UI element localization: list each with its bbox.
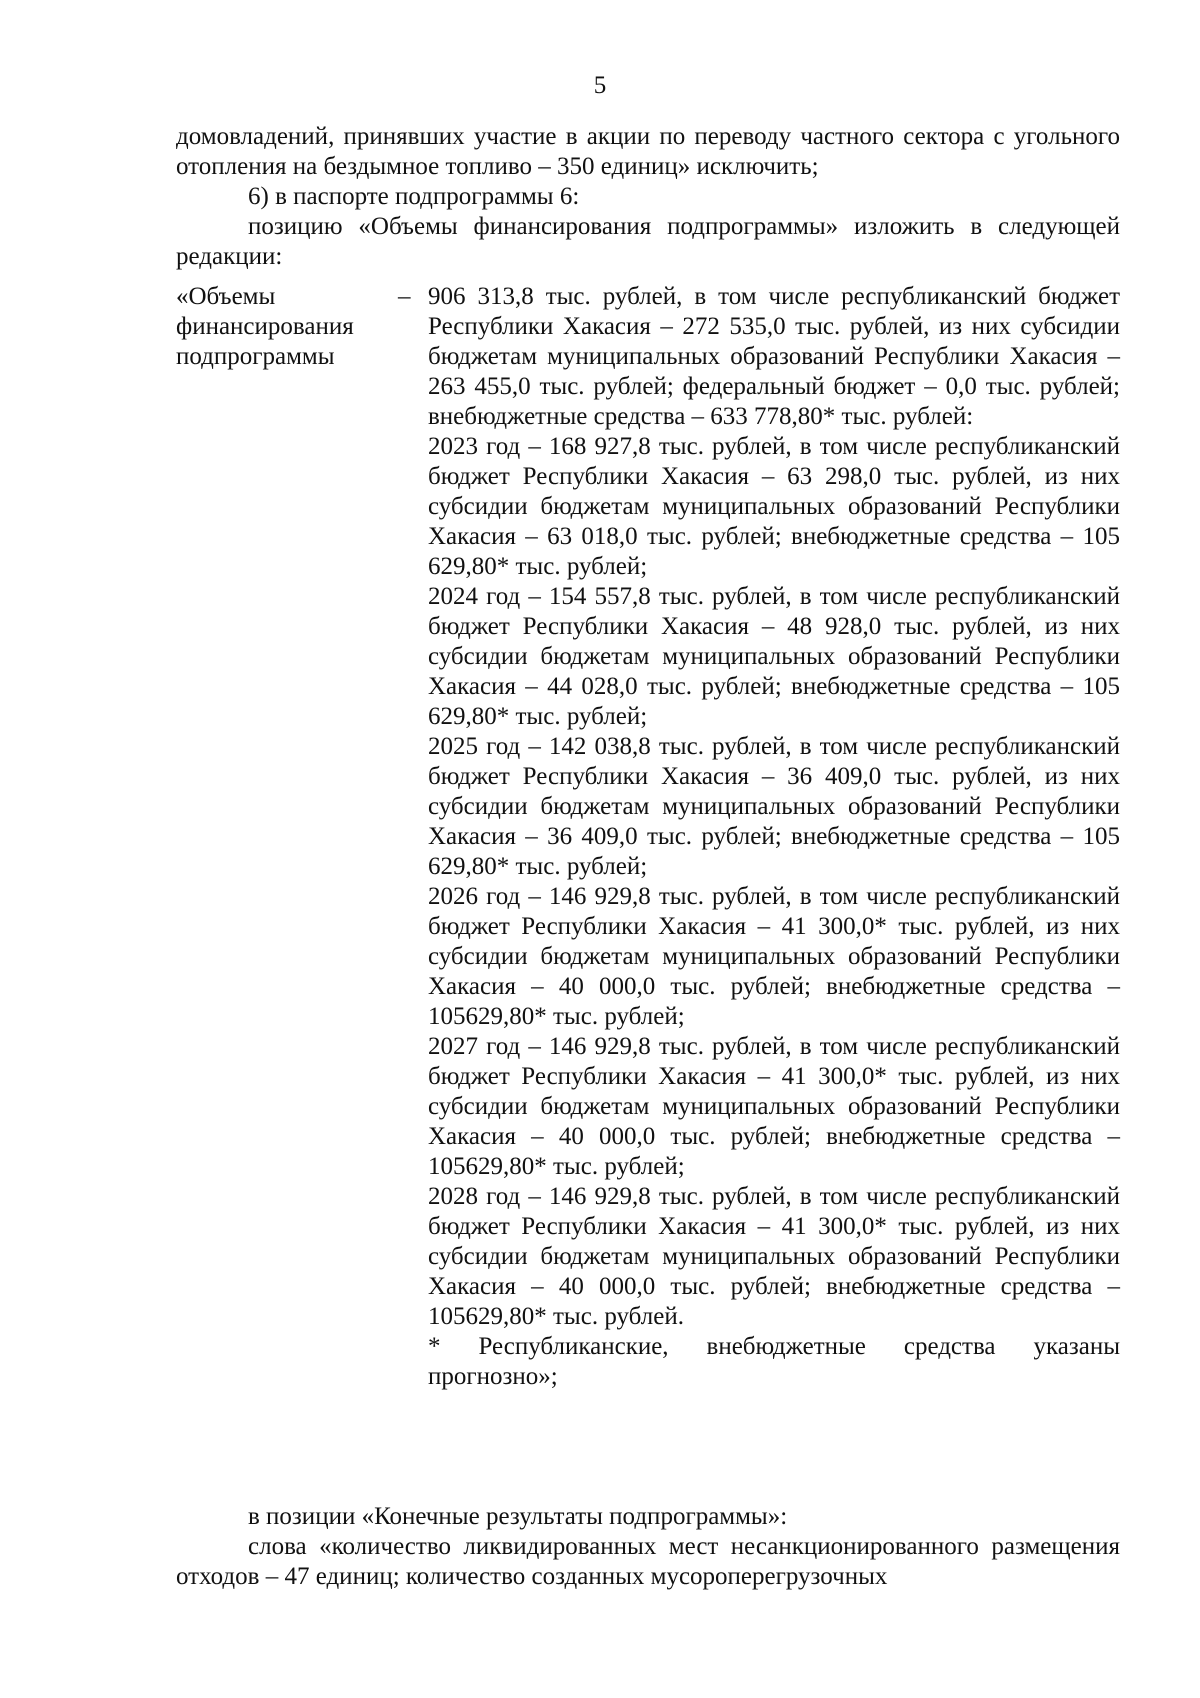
passport-label: «Объемы финансирования подпрограммы <box>176 283 354 370</box>
passport-content <box>428 282 1120 1392</box>
footnote: * Республиканские, внебюджетные средства указаны прогнозно»; <box>428 1333 1120 1390</box>
intro-text <box>176 122 1120 272</box>
financing-year-2023: 2023 год – 168 927,8 тыс. рублей, в том числе республиканский бюджет Республики Хакасия – 63 298,0 тыс. рублей, из них субсидии бюджетам муниципальных образований Республики Хакасия – 63 018,0 тыс. рублей; внебюджетные средства – 105 629,80* тыс. рублей; <box>428 433 1120 580</box>
passport-dash: – <box>398 283 411 310</box>
financing-total: 906 313,8 тыс. рублей, в том числе республиканский бюджет Республики Хакасия – 272 535,0 тыс. рублей, из них субсидии бюджетам муниципальных образований Республики Хакасия – 263 455,0 тыс. рублей; федеральный бюджет – 0,0 тыс. рублей; внебюджетные средства – 633 778,80* тыс. рублей: <box>428 283 1120 430</box>
intro-paragraph-3: позицию «Объемы финансирования подпрограммы» изложить в следующей редакции: <box>176 213 1120 270</box>
page-number: 5 <box>593 72 607 99</box>
financing-year-2025: 2025 год – 142 038,8 тыс. рублей, в том числе республиканский бюджет Республики Хакасия – 36 409,0 тыс. рублей, из них субсидии бюджетам муниципальных образований Республики Хакасия – 36 409,0 тыс. рублей; внебюджетные средства – 105 629,80* тыс. рублей; <box>428 733 1120 880</box>
financing-year-2027: 2027 год – 146 929,8 тыс. рублей, в том числе республиканский бюджет Республики Хакасия – 41 300,0* тыс. рублей, из них субсидии бюджетам муниципальных образований Республики Хакасия – 40 000,0 тыс. рублей; внебюджетные средства – 105629,80* тыс. рублей; <box>428 1033 1120 1180</box>
financing-year-2028: 2028 год – 146 929,8 тыс. рублей, в том числе республиканский бюджет Республики Хакасия – 41 300,0* тыс. рублей, из них субсидии бюджетам муниципальных образований Республики Хакасия – 40 000,0 тыс. рублей; внебюджетные средства – 105629,80* тыс. рублей. <box>428 1183 1120 1330</box>
intro-paragraph-1: домовладений, принявших участие в акции по переводу частного сектора с угольного отопления на бездымное топливо – 350 единиц» исключить; <box>176 123 1120 180</box>
financing-year-2026: 2026 год – 146 929,8 тыс. рублей, в том числе республиканский бюджет Республики Хакасия – 41 300,0* тыс. рублей, из них субсидии бюджетам муниципальных образований Республики Хакасия – 40 000,0 тыс. рублей; внебюджетные средства – 105629,80* тыс. рублей; <box>428 883 1120 1030</box>
outro-paragraph-2: слова «количество ликвидированных мест несанкционированного размещения отходов – 47 единиц; количество созданных мусороперегрузочных <box>176 1533 1120 1590</box>
financing-year-2024: 2024 год – 154 557,8 тыс. рублей, в том числе республиканский бюджет Республики Хакасия – 48 928,0 тыс. рублей, из них субсидии бюджетам муниципальных образований Республики Хакасия – 44 028,0 тыс. рублей; внебюджетные средства – 105 629,80* тыс. рублей; <box>428 583 1120 730</box>
outro-paragraph-1: в позиции «Конечные результаты подпрограммы»: <box>248 1503 788 1530</box>
outro-text <box>176 1502 1120 1592</box>
intro-paragraph-2: 6) в паспорте подпрограммы 6: <box>248 183 580 210</box>
